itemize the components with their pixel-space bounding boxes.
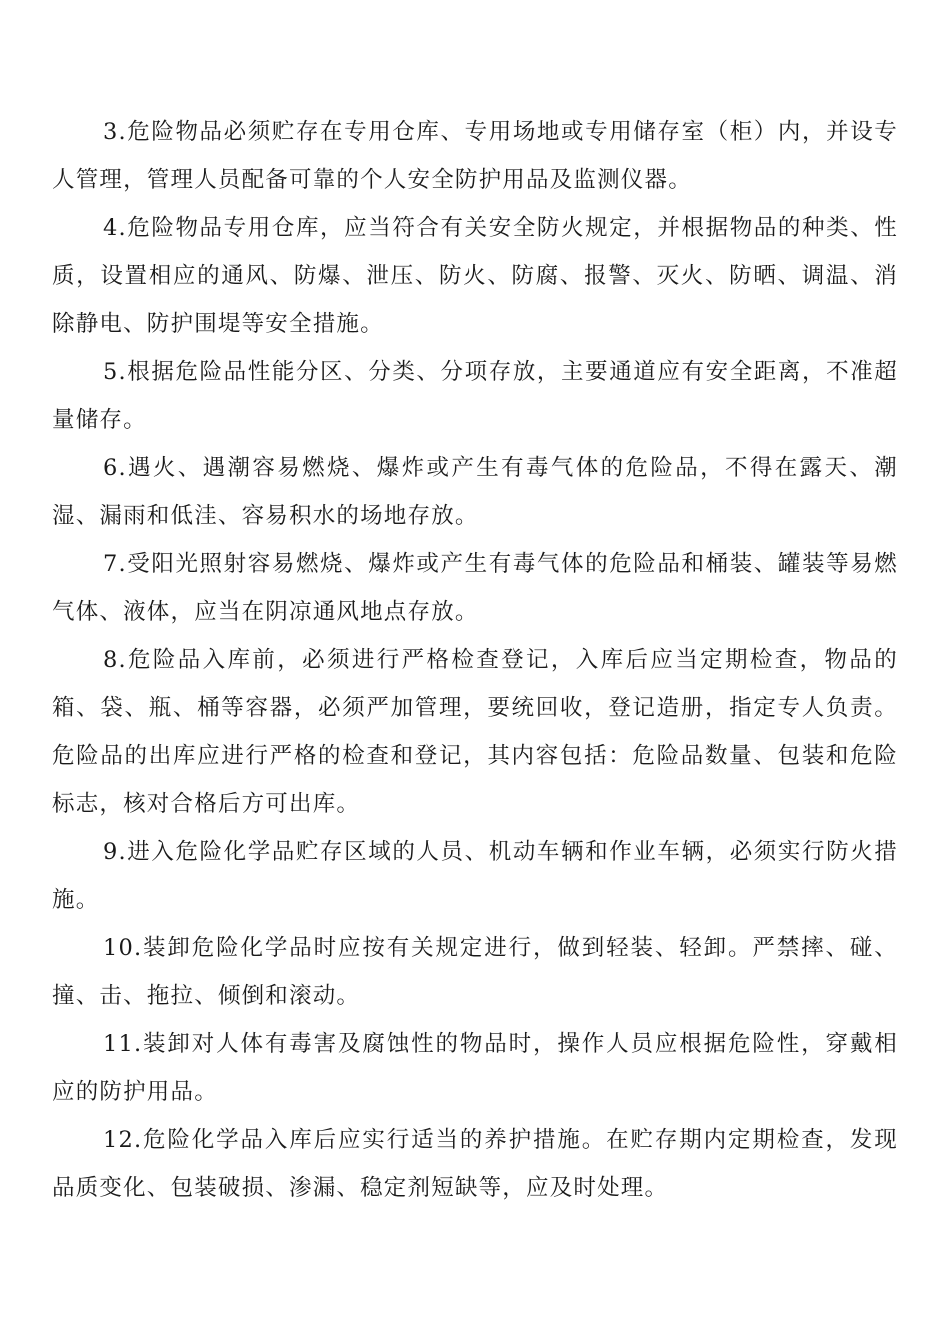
paragraph-item-5: 5.根据危险品性能分区、分类、分项存放，主要通道应有安全距离，不准超量储存。	[52, 359, 898, 433]
paragraph-item-4: 4.危险物品专用仓库，应当符合有关安全防火规定，并根据物品的种类、性质，设置相应的通风、防爆、泄压、防火、防腐、报警、灭火、防晒、调温、消除静电、防护围堤等安全措施。	[52, 215, 898, 337]
paragraph-item-10: 10.装卸危险化学品时应按有关规定进行，做到轻装、轻卸。严禁摔、碰、撞、击、拖拉、倾倒和滚动。	[52, 935, 898, 1009]
paragraph-item-12: 12.危险化学品入库后应实行适当的养护措施。在贮存期内定期检查，发现品质变化、包装破损、渗漏、稳定剂短缺等，应及时处理。	[52, 1127, 898, 1201]
paragraph-item-8: 8.危险品入库前，必须进行严格检查登记，入库后应当定期检查，物品的箱、袋、瓶、桶等容器，必须严加管理，要统回收，登记造册，指定专人负责。危险品的出库应进行严格的检查和登记，其内容包括：危险品数量、包装和危险标志，核对合格后方可出库。	[52, 647, 898, 817]
document-body	[52, 108, 898, 1212]
paragraph-item-6: 6.遇火、遇潮容易燃烧、爆炸或产生有毒气体的危险品，不得在露天、潮湿、漏雨和低洼、容易积水的场地存放。	[52, 455, 898, 529]
paragraph-item-9: 9.进入危险化学品贮存区域的人员、机动车辆和作业车辆，必须实行防火措施。	[52, 839, 898, 913]
paragraph-item-7: 7.受阳光照射容易燃烧、爆炸或产生有毒气体的危险品和桶装、罐装等易燃气体、液体，应当在阴凉通风地点存放。	[52, 551, 898, 625]
paragraph-item-11: 11.装卸对人体有毒害及腐蚀性的物品时，操作人员应根据危险性，穿戴相应的防护用品。	[52, 1031, 898, 1105]
paragraph-item-3: 3.危险物品必须贮存在专用仓库、专用场地或专用储存室（柜）内，并设专人管理，管理人员配备可靠的个人安全防护用品及监测仪器。	[52, 119, 898, 193]
